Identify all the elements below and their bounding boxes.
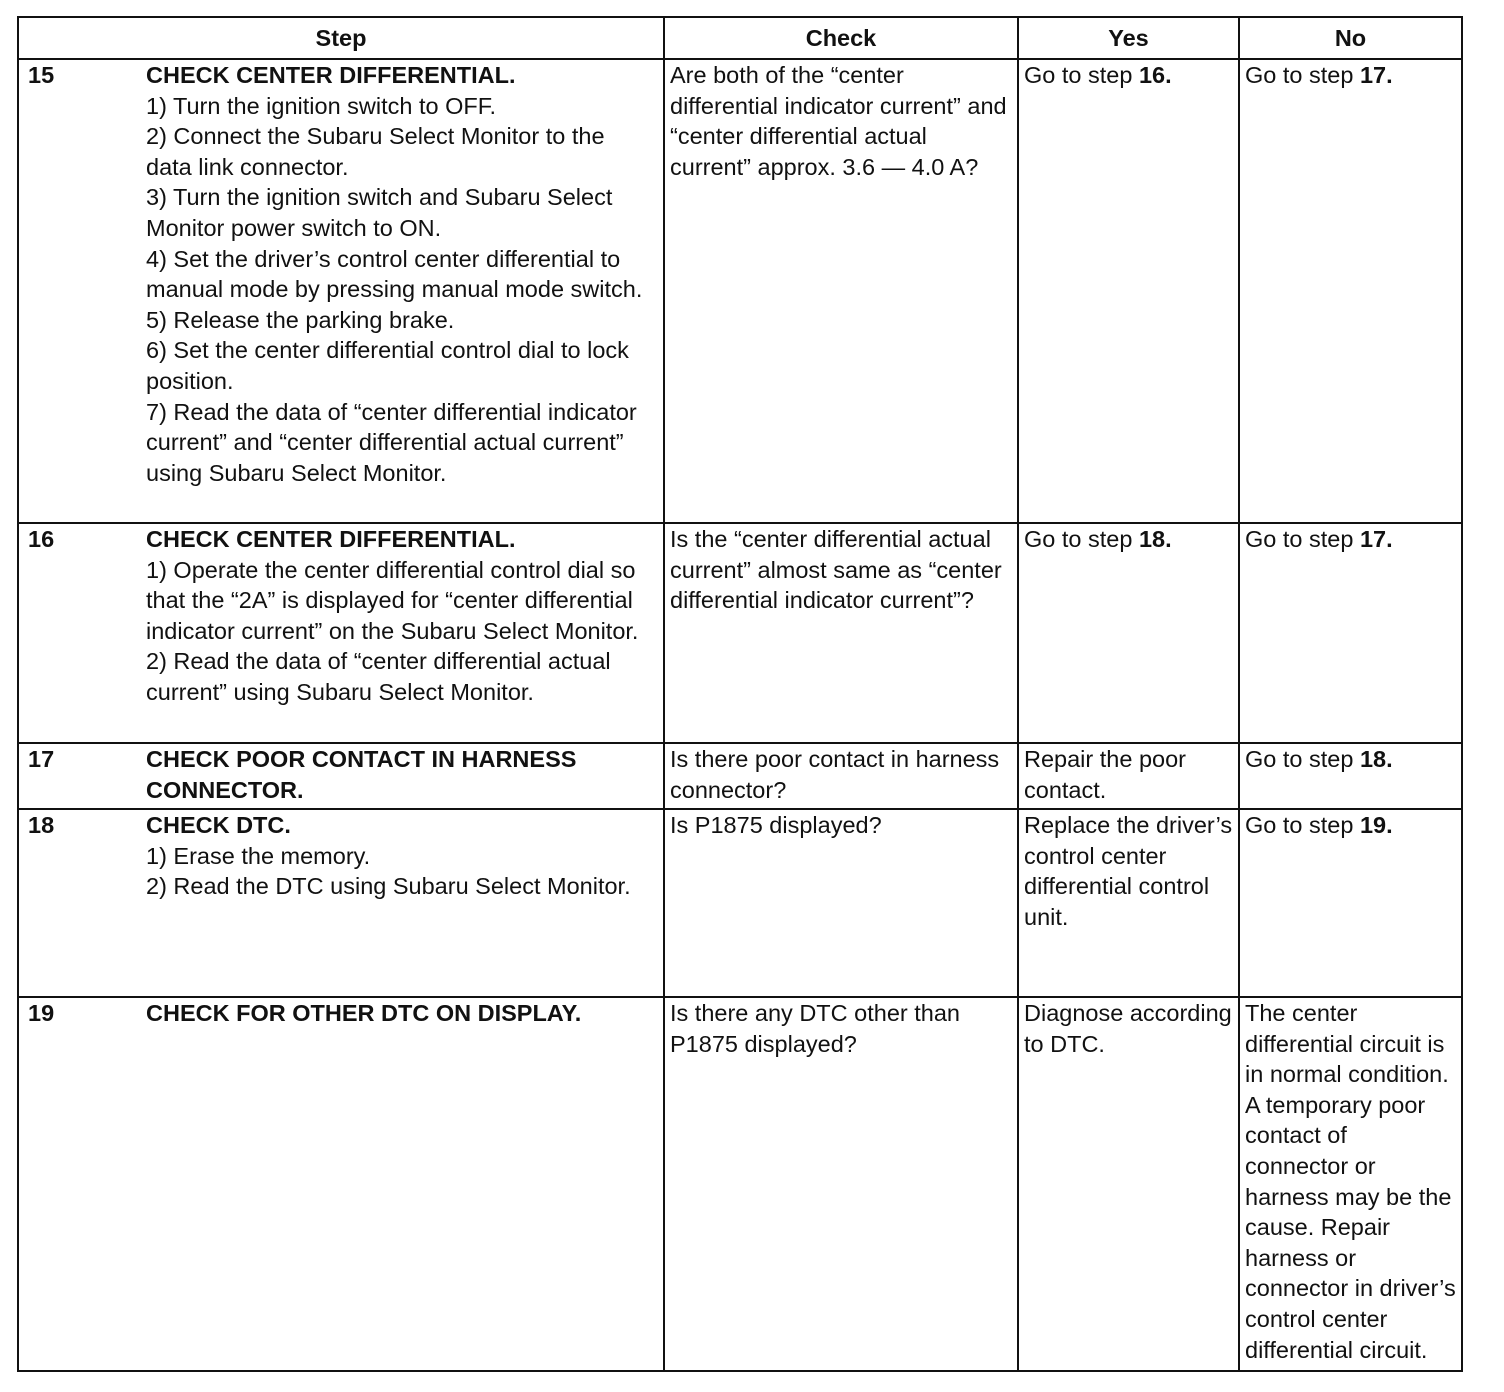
no-text: Go to step	[1245, 746, 1354, 772]
yes-step-ref: 18.	[1138, 526, 1172, 552]
step-cell	[18, 59, 664, 523]
check-text: Is the “center differential actual current” almost same as “center differential indicator current”?	[670, 526, 1002, 614]
check-cell	[664, 743, 1018, 809]
yes-cell	[1018, 809, 1239, 997]
no-text: Go to step	[1245, 526, 1354, 552]
substep: 6) Set the center differential control dial to lock position.	[146, 337, 629, 394]
header-row	[18, 17, 1462, 59]
no-text: The center differential circuit is in normal condition. A temporary poor contact of connector or harness may be the cause. Repair harness or connector in driver’s control center differential circuit.	[1245, 1000, 1456, 1363]
step-number: 15	[28, 62, 55, 88]
check-cell	[664, 523, 1018, 743]
yes-text: Go to step	[1024, 62, 1133, 88]
diagnostic-table	[17, 16, 1463, 1372]
step-cell	[18, 997, 664, 1371]
no-step-ref: 17.	[1359, 62, 1393, 88]
substep: 7) Read the data of “center differential indicator current” and “center differential actual current” using Subaru Select Monitor.	[146, 398, 637, 486]
substep: 2) Connect the Subaru Select Monitor to the data link connector.	[146, 123, 605, 180]
yes-cell	[1018, 743, 1239, 809]
yes-text: Diagnose according to DTC.	[1024, 1000, 1232, 1057]
no-text: Go to step	[1245, 62, 1354, 88]
no-text: Go to step	[1245, 812, 1354, 838]
step-title: CHECK CENTER DIFFERENTIAL.	[146, 526, 516, 552]
header-yes: Yes	[1018, 17, 1239, 59]
yes-cell	[1018, 59, 1239, 523]
no-cell	[1239, 59, 1462, 523]
check-text: Is P1875 displayed?	[670, 812, 882, 838]
step-title: CHECK CENTER DIFFERENTIAL.	[146, 62, 516, 88]
check-text: Are both of the “center differential indicator current” and “center differential actual current” approx. 3.6 — 4.0 A?	[670, 62, 1007, 180]
check-cell	[664, 59, 1018, 523]
check-text: Is there any DTC other than P1875 displayed?	[670, 1000, 960, 1057]
header-step: Step	[18, 17, 664, 59]
table-row	[18, 523, 1462, 743]
substep: 3) Turn the ignition switch and Subaru Select Monitor power switch to ON.	[146, 184, 613, 241]
substep: 4) Set the driver’s control center differential to manual mode by pressing manual mode switch.	[146, 245, 643, 303]
yes-cell	[1018, 523, 1239, 743]
no-step-ref: 17.	[1359, 526, 1393, 552]
substep: 5) Release the parking brake.	[146, 306, 455, 333]
header-check: Check	[664, 17, 1018, 59]
no-cell	[1239, 523, 1462, 743]
yes-text: Repair the poor contact.	[1024, 746, 1186, 803]
step-number: 17	[28, 746, 55, 772]
step-cell	[18, 809, 664, 997]
step-title: CHECK DTC.	[146, 812, 291, 838]
step-number: 16	[28, 526, 55, 552]
step-cell	[18, 743, 664, 809]
no-cell	[1239, 997, 1462, 1371]
table-row	[18, 997, 1462, 1371]
check-cell	[664, 997, 1018, 1371]
substep: 2) Read the data of “center differential actual current” using Subaru Select Monitor.	[146, 648, 611, 705]
check-cell	[664, 809, 1018, 997]
no-step-ref: 19.	[1359, 812, 1393, 838]
substep: 2) Read the DTC using Subaru Select Monitor.	[146, 873, 631, 900]
substep: 1) Turn the ignition switch to OFF.	[146, 92, 497, 119]
yes-text: Go to step	[1024, 526, 1133, 552]
no-cell	[1239, 809, 1462, 997]
no-cell	[1239, 743, 1462, 809]
no-step-ref: 18.	[1359, 746, 1393, 772]
table-row	[18, 59, 1462, 523]
yes-step-ref: 16.	[1138, 62, 1172, 88]
yes-text: Replace the driver’s control center differential control unit.	[1024, 812, 1233, 930]
substep: 1) Erase the memory.	[146, 842, 371, 869]
check-text: Is there poor contact in harness connector?	[670, 746, 1000, 803]
step-cell	[18, 523, 664, 743]
step-title: CHECK FOR OTHER DTC ON DISPLAY.	[146, 1000, 582, 1026]
table-row	[18, 809, 1462, 997]
step-number: 18	[28, 812, 55, 838]
substep: 1) Operate the center differential control dial so that the “2A” is displayed for “center differential indicator current” on the Subaru Select Monitor.	[146, 556, 639, 644]
yes-cell	[1018, 997, 1239, 1371]
table-row	[18, 743, 1462, 809]
step-number: 19	[28, 1000, 55, 1026]
step-title: CHECK POOR CONTACT IN HARNESS CONNECTOR.	[146, 746, 577, 803]
header-no: No	[1239, 17, 1462, 59]
